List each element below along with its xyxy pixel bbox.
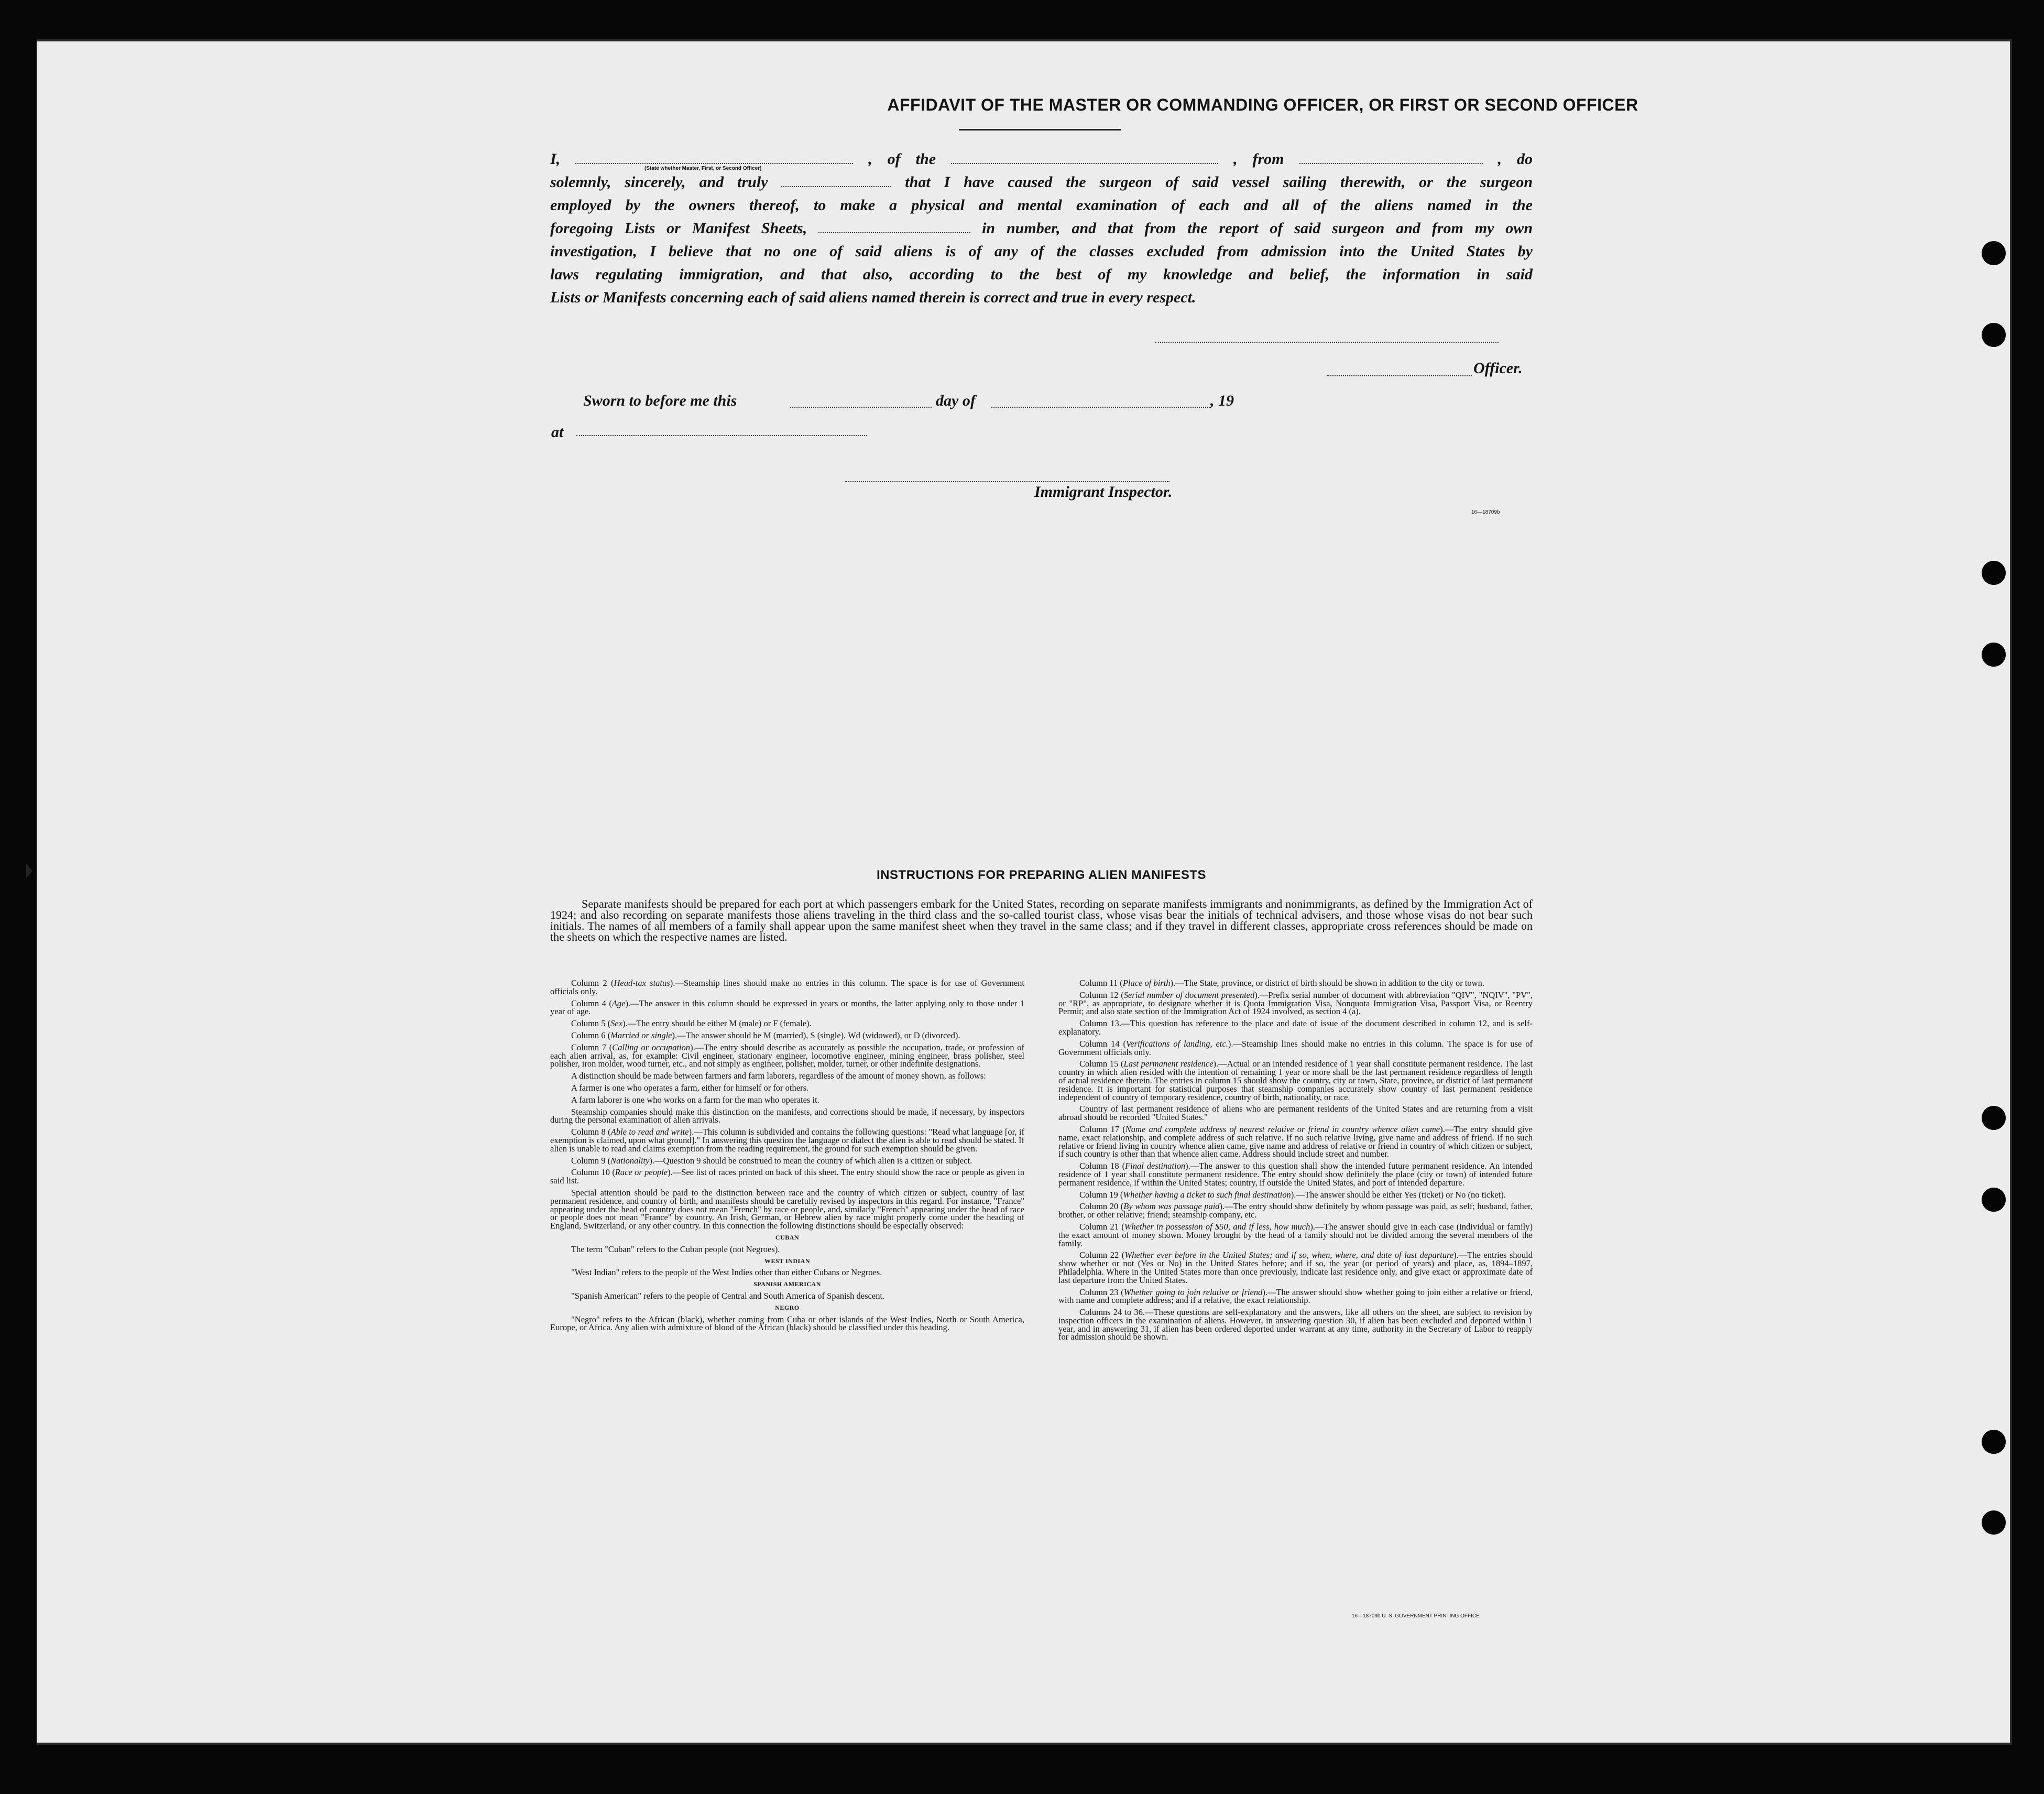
instruction-paragraph: "West Indian" refers to the people of the West Indies other than either Cubans or Negroes. [571,1267,882,1278]
instruction-paragraph: Column 19 (Whether having a ticket to such final destination).—The answer should be either Yes (ticket) or No (no ticket). [1079,1189,1506,1200]
affidavit-line: laws regulating immigration, and that also, according to the best of my knowledge and belief, the information in said [550,266,1533,283]
race-heading: WEST INDIAN [764,1257,810,1265]
officer-label: Officer. [1473,360,1523,377]
instruction-paragraph: Column 22 (Whether ever before in the United States; and if so, when, where, and date of last departure).—The entries should show whether or not (Yes or No) in the United States before; and if so, the year (or period of years) and place, as, 1894–1897, Philadelphia. Where in the United States more than once previously, indicate last residence only, and give exact or approximate date of last departure from the United States. [1058,1250,1533,1285]
column-name: Verifications of landing, etc. [1125,1038,1228,1049]
binder-hole [1982,323,2006,347]
binder-hole [1982,1510,2006,1535]
instruction-paragraph: Special attention should be paid to the distinction between race and the country of which citizen or subject, country of last permanent residence, and country of birth, and manifests should be carefully revised by inspectors in this regard. For instance, "France" appearing under the head of country does not mean "French" by race or people, and, similarly "French" appearing under the head of race or people does not mean "France" by country. An Irish, German, or Hebrew alien by race might properly come under the heading of England, Switzerland, or any other country. In this connection the following distinctions should be especially observed: [550,1187,1024,1231]
instruction-paragraph: Column 5 (Sex).—The entry should be either M (male) or F (female). [571,1018,812,1029]
affidavit-text: in number, and that from the report of said surgeon and from my own [982,220,1533,237]
page-right-edge [2010,39,2012,1745]
inspector-signature-line[interactable] [845,481,1169,482]
column-name: Head-tax status [614,978,670,988]
instruction-paragraph: Column 18 (Final destination).—The answer to this question shall show the intended future permanent residence. An intended residence of 1 year shall constitute permanent residence. The entry should show definitely the place (city or town) of intended future permanent residence, if within the United States; country, if outside the United States, and port of intended departure. [1058,1161,1533,1188]
instruction-paragraph: Column 14 (Verifications of landing, etc.).—Steamship lines should make no entries in this column. The space is for use of Government officials only. [1058,1038,1533,1057]
rank-hint: (State whether Master, First, or Second Officer) [644,166,762,171]
instruction-paragraph: Column 7 (Calling or occupation).—The entry should describe as accurately as possible the occupation, trade, or profession of each alien arrival, as, for example: Civil engineer, stationary engineer, locomotive engineer, mining engineer, brass polisher, steel polisher, iron molder, wood turner, etc., and not simply as engineer, polisher, molder, turner, or other indefinite designations. [550,1042,1024,1069]
sworn-place-blank[interactable] [576,435,867,436]
instruction-paragraph: The term "Cuban" refers to the Cuban people (not Negroes). [571,1244,780,1254]
column-name: Nationality [610,1155,650,1166]
instructions-left-column [550,979,1024,1335]
form-number: 16—18709b [1471,509,1500,515]
affidavit-text: , of the [868,150,936,168]
column-name: Name and complete address of nearest relative or friend in country whence alien came [1125,1124,1440,1134]
race-heading: CUBAN [775,1233,800,1241]
instruction-paragraph: Column 15 (Last permanent residence).—Actual or an intended residence of 1 year shall constitute permanent residence. The last country in which alien resided with the intention of remaining 1 year or more shall be the last permanent residence regardless of length of actual residence therein. The entries in column 15 should show the country, city or town, State, province, or district of last permanent residence. It is important for statistical purposes that steamship companies accurately show country of last permanent residence independent of country of temporary residence, country of birth, nationality, or race. [1058,1059,1533,1102]
column-name: Serial number of document presented [1123,990,1255,1000]
instruction-paragraph: Column 2 (Head-tax status).—Steamship lines should make no entries in this column. The space is for use of Government officials only. [550,978,1025,996]
instruction-paragraph: Column 8 (Able to read and write).—This column is subdivided and contains the following questions: "Read what language [or, if exemption is claimed, upon what ground]." In answering this question the language or dialect the alien is able to read should be stated. If alien is unable to read and claims exemption from the reading requirement, the ground for such exemption should be given. [550,1127,1025,1154]
vessel-name-blank[interactable] [951,163,1218,164]
fold-marker [26,864,32,878]
affidavit-line: employed by the owners thereof, to make a physical and mental examination of each and all of the aliens named in the [550,197,1533,214]
column-name: Whether ever before in the United States; and if so, when, where, and date of last departure [1124,1250,1454,1260]
column-name: Race or people [615,1167,668,1178]
instruction-paragraph: Column 6 (Married or single).—The answer should be M (married), S (single), Wd (widowed), or D (divorced). [571,1030,960,1040]
affidavit-text: I, [550,150,561,168]
binder-hole [1982,643,2006,667]
column-name: Whether having a ticket to such final destination [1123,1189,1291,1200]
column-name: Calling or occupation [612,1042,691,1052]
officer-signature-line[interactable] [1327,375,1472,376]
column-name: Whether going to join relative or friend [1123,1287,1263,1297]
sworn-label: Sworn to before me this [583,392,737,409]
instruction-paragraph: Column 12 (Serial number of document presented).—Prefix serial number of document with abbreviation "QIV", "NQIV", "PV", or "RP", as appropriate, to designate whether it is Quota Immigration Visa, Nonquota Immigration Visa, Passport Visa, or Reentry Permit; and also state section of the Immigration Act of 1924 involved, as section 4 (a). [1058,990,1533,1017]
instructions-intro: Separate manifests should be prepared for each port at which passengers embark for the United States, recording on separate manifests immigrants and nonimmigrants, as defined by the Immigration Act of 1924; and also recording on separate manifests those aliens traveling in the third class and the so-called tourist class, whose visas bear the initials of technical advisers, and those whose visas do not bear such initials. The names of all members of a family shall appear upon the same manifest sheet when they travel in the same class; and if they travel in different classes, appropriate cross references should be made on the sheets on which the respective names are listed. [550,897,1533,943]
day-of-label: day of [936,392,976,409]
instruction-paragraph: Country of last permanent residence of aliens who are permanent residents of the United States and are returning from a visit abroad should be recorded "United States." [1058,1104,1533,1123]
column-name: Age [611,998,626,1008]
instruction-paragraph: Steamship companies should make this distinction on the manifests, and corrections should be made, if necessary, by inspectors during the personal examination of alien arrivals. [550,1106,1024,1125]
instruction-paragraph: Column 4 (Age).—The answer in this column should be expressed in years or months, the latter applying only to those under 1 year of age. [550,998,1024,1017]
affidavit-text: solemnly, sincerely, and truly [550,173,768,191]
signature-line[interactable] [1155,342,1499,343]
affidavit-line: Lists or Manifests concerning each of said aliens named therein is correct and true in every respect. [550,289,1196,306]
affidavit-text: foregoing Lists or Manifest Sheets, [550,220,807,237]
affidavit-line [550,217,1533,240]
printing-office-note: 16—18709b U. S. GOVERNMENT PRINTING OFFICE [1352,1613,1480,1619]
binder-hole [1982,241,2006,265]
binder-hole [1982,1106,2006,1130]
column-name: Final destination [1125,1161,1186,1171]
sheet-count-blank[interactable] [818,232,970,233]
column-name: Last permanent residence [1123,1059,1214,1069]
instruction-paragraph: Column 20 (By whom was passage paid).—The entry should show definitely by whom passage was paid, as self; husband, father, brother, or other relative; friend; steamship company, etc. [1058,1201,1533,1220]
instruction-paragraph: A distinction should be made between farmers and farm laborers, regardless of the amount of money shown, as follows: [571,1071,986,1081]
sworn-day-blank[interactable] [790,407,932,408]
binder-hole [1982,1430,2006,1454]
instruction-paragraph: Column 10 (Race or people).—See list of races printed on back of this sheet. The entry should show the race or people as given in said list. [550,1167,1024,1186]
binder-hole [1982,1188,2006,1212]
binder-hole [1982,561,2006,585]
title-rule [959,129,1121,131]
affidavit-text: , from [1233,150,1284,168]
instructions-right-column [1058,979,1533,1345]
officer-rank-blank[interactable] [575,163,853,164]
oath-form-blank[interactable] [781,186,891,187]
column-name: Sex [610,1018,623,1029]
instruction-paragraph: Column 23 (Whether going to join relative or friend).—The answer should show whether going to join either a relative or friend, with name and complete address; and if a relative, the exact relationship. [1058,1287,1533,1306]
instructions-title: INSTRUCTIONS FOR PREPARING ALIEN MANIFESTS [876,868,1206,882]
column-name: Able to read and write [610,1127,689,1137]
instruction-paragraph: Column 13.—This question has reference to the place and date of issue of the document described in column 12, and is self-explanatory. [1058,1018,1533,1037]
race-heading: SPANISH AMERICAN [753,1280,821,1288]
affidavit-title: AFFIDAVIT OF THE MASTER OR COMMANDING OFFICER, OR FIRST OR SECOND OFFICER [887,95,1638,114]
instruction-paragraph: "Spanish American" refers to the people of Central and South America of Spanish descent. [571,1290,885,1301]
affidavit-text: , do [1498,150,1533,168]
instruction-paragraph: A farmer is one who operates a farm, either for himself or for others. [571,1082,809,1093]
instruction-paragraph: Columns 24 to 36.—These questions are self-explanatory and the answers, like all others on the sheet, are subject to revision by inspection officers in the examination of aliens. However, in answering question 30, if alien has been excluded and deported within 1 year, and in answering 31, if alien has been ordered deported under warrant at any time, authority in the Secretary of Labor to reapply for admission should be shown. [1058,1307,1533,1342]
instruction-paragraph: A farm laborer is one who works on a farm for the man who operates it. [571,1094,819,1105]
column-name: By whom was passage paid [1123,1201,1220,1212]
instruction-paragraph: Column 11 (Place of birth).—The State, province, or district of birth should be shown in addition to the city or town. [1079,978,1484,988]
column-name: Place of birth [1122,978,1171,988]
instruction-paragraph: Column 21 (Whether in possession of $50, and if less, how much).—The answer should give in each case (individual or family) the exact amount of money shown. Money brought by the head of a family should not be divided among the several members of the family. [1058,1221,1533,1248]
year-label: , 19 [1210,392,1234,409]
page-top-edge [37,39,2012,41]
at-label: at [551,423,564,441]
affidavit-line [550,171,1533,194]
column-name: Whether in possession of $50, and if less, how much [1124,1221,1310,1232]
sworn-month-blank[interactable] [991,407,1210,408]
column-name: Married or single [610,1030,672,1040]
inspector-label: Immigrant Inspector. [1034,483,1173,501]
instruction-paragraph: Column 9 (Nationality).—Question 9 should be construed to mean the country of which alien is a citizen or subject. [571,1155,972,1166]
affidavit-line: investigation, I believe that no one of said aliens is of any of the classes excluded from admission into the United States by [550,243,1533,260]
page-bottom-edge [37,1743,2012,1745]
affidavit-text: that I have caused the surgeon of said vessel sailing therewith, or the surgeon [905,173,1533,191]
instruction-paragraph: "Negro" refers to the African (black), whether coming from Cuba or other islands of the West Indies, North or South America, Europe, or Africa. Any alien with admixture of blood of the African (black) should be classified under this heading. [550,1314,1024,1333]
race-heading: NEGRO [775,1303,800,1311]
instruction-paragraph: Column 17 (Name and complete address of nearest relative or friend in country whence alien came).—The entry should give name, exact relationship, and complete address of such relative. If no such relative living, give name and address of friend. If no such relative or friend living in country whence alien came, give name and address of relative or friend in country of which citizen or subject, if such country is other than that whence alien came. Address should include street and number. [1058,1124,1533,1159]
port-from-blank[interactable] [1299,163,1483,164]
